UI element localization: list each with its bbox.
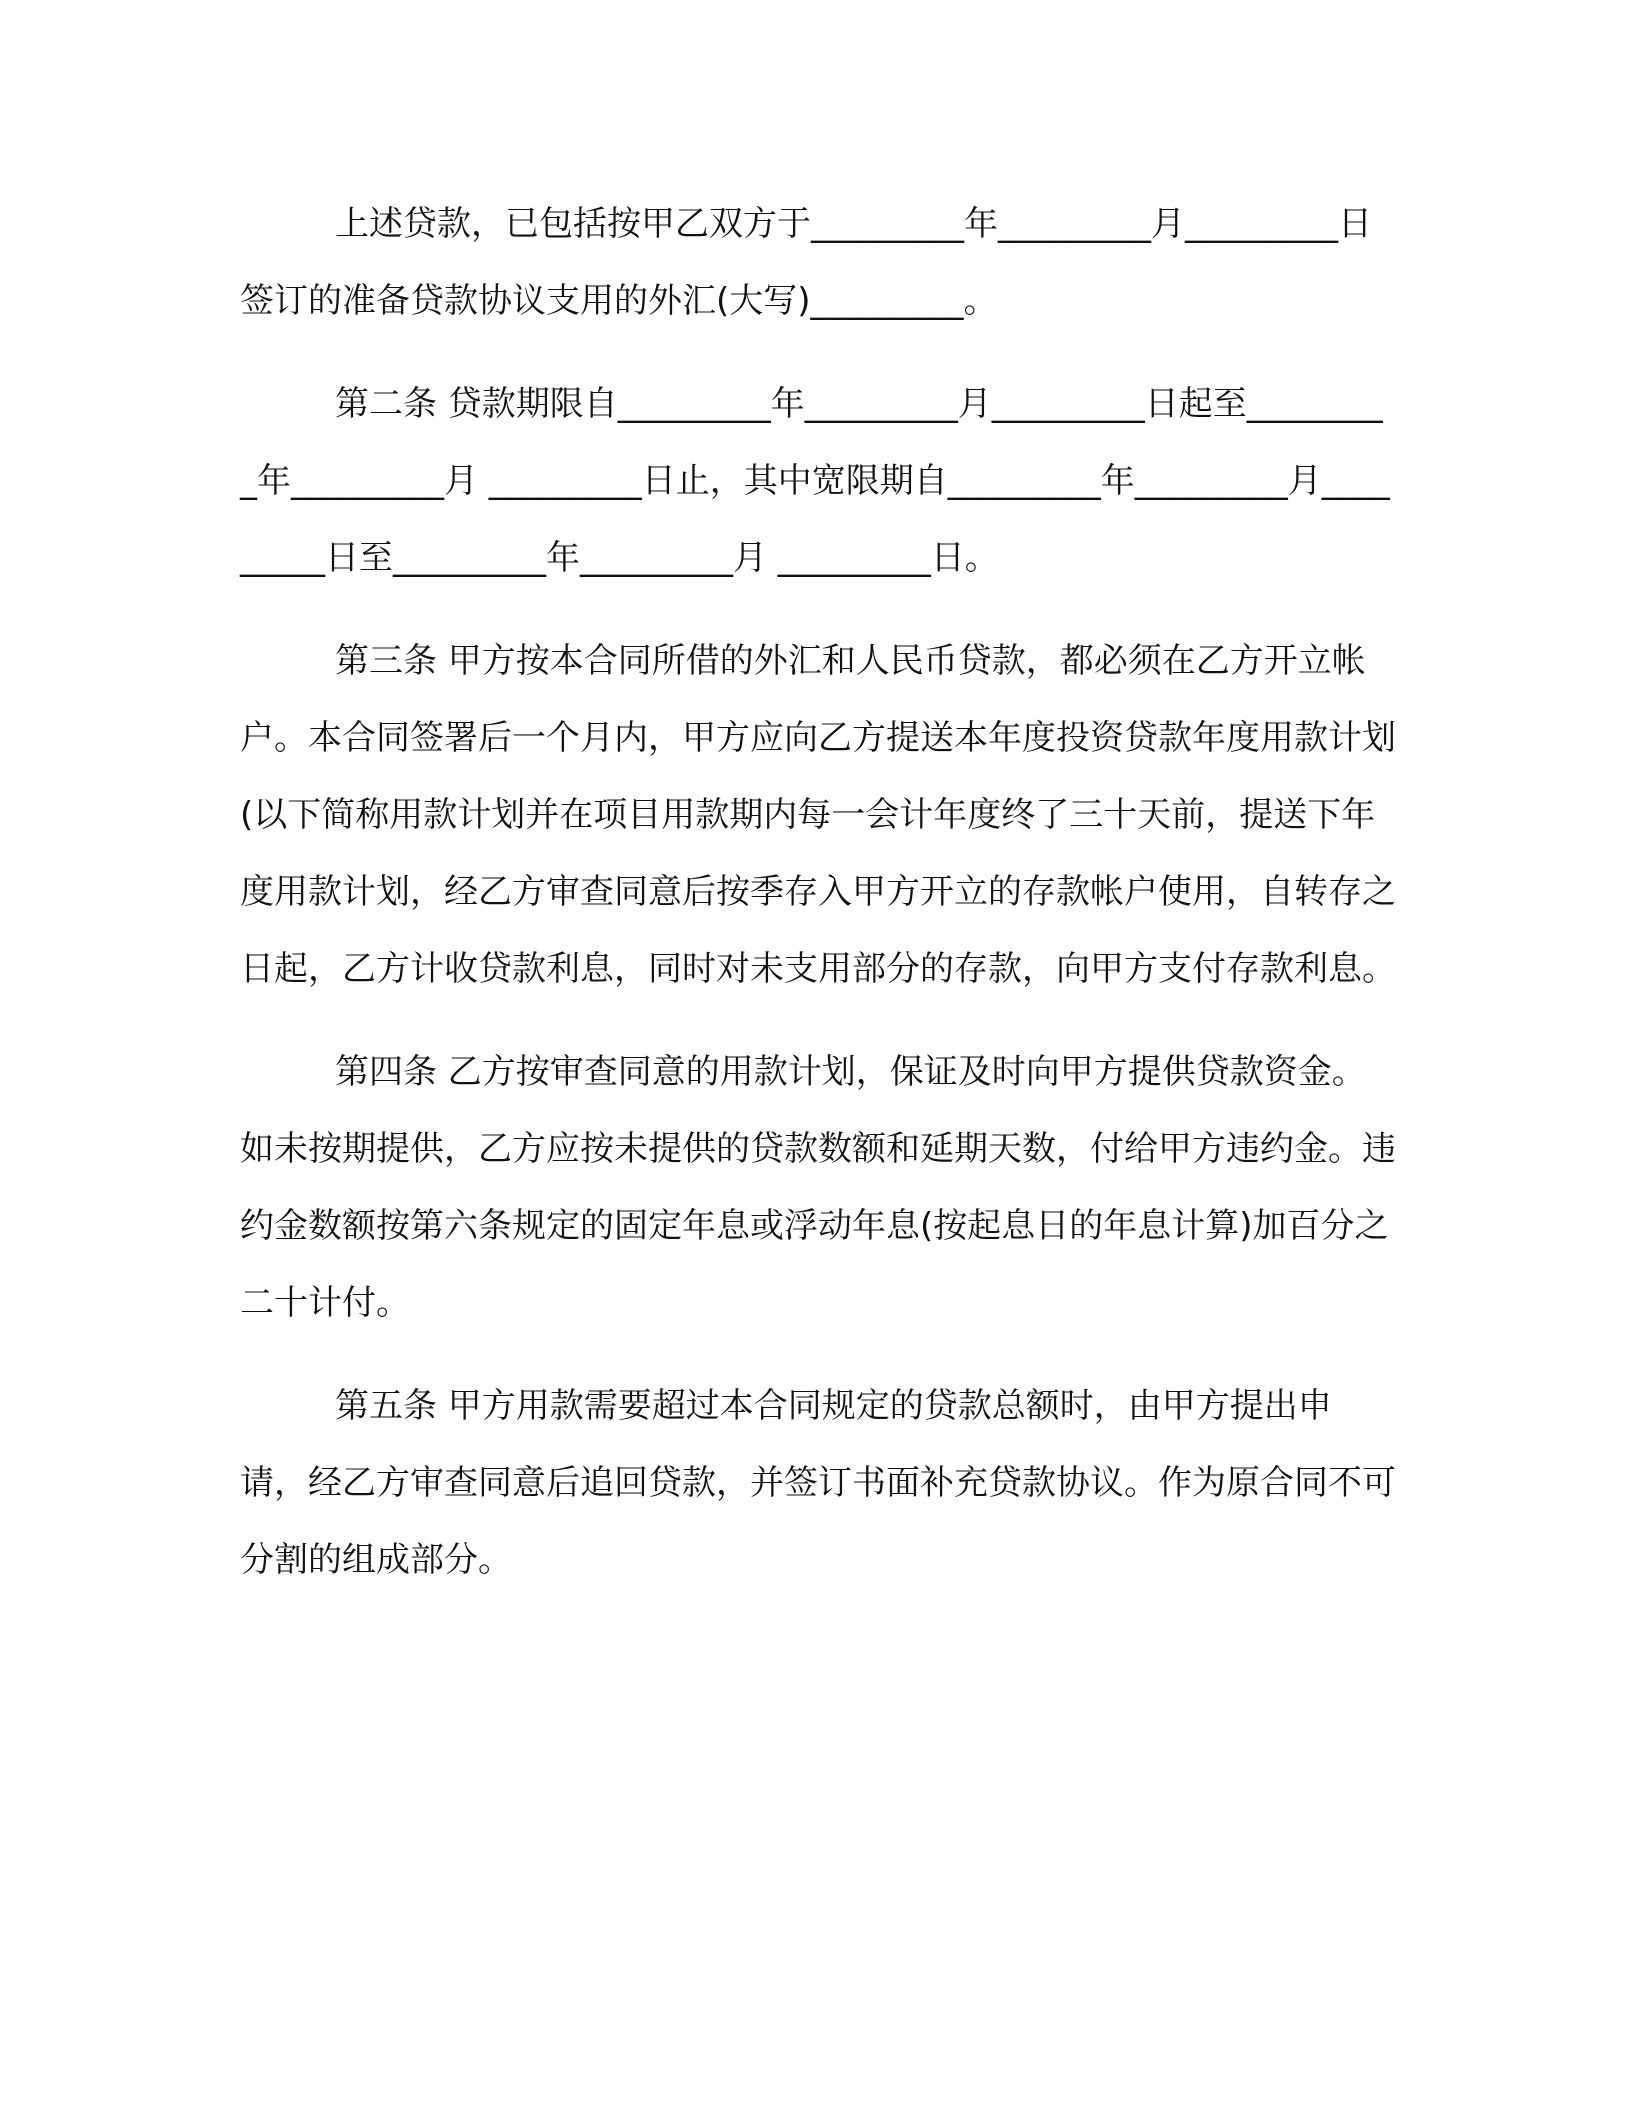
paragraph-article-2: 第二条 贷款期限自_________年_________月_________日起至_________年_________月 _________日止，其中宽限期自_________年_________月_________日至_________年_________月 _________日。 [240, 384, 1390, 578]
paragraph-article-4: 第四条 乙方按审查同意的用款计划，保证及时向甲方提供贷款资金。如未按期提供，乙方应按未提供的贷款数额和延期天数，付给甲方违约金。违约金数额按第六条规定的固定年息或浮动年息(按起息日的年息计算)加百分之二十计付。 [240, 1052, 1396, 1323]
document-body [240, 186, 1407, 1625]
paragraph-article-5: 第五条 甲方用款需要超过本合同规定的贷款总额时，由甲方提出申请，经乙方审查同意后追回贷款，并签订书面补充贷款协议。作为原合同不可分割的组成部分。 [240, 1386, 1396, 1580]
paragraph-loan-amount: 上述贷款，已包括按甲乙双方于_________年_________月_________日签订的准备贷款协议支用的外汇(大写)_________。 [240, 204, 1372, 321]
paragraph-article-3: 第三条 甲方按本合同所借的外汇和人民币贷款，都必须在乙方开立帐户。本合同签署后一个月内，甲方应向乙方提送本年度投资贷款年度用款计划 (以下简称用款计划并在项目用款期内每一会计年度终了三十天前，提送下年度用款计划，经乙方审查同意后按季存入甲方开立的存款帐户使用，自转存之日起，乙方计收贷款利息，同时对未支用部分的存款，向甲方支付存款利息。 [240, 641, 1407, 989]
